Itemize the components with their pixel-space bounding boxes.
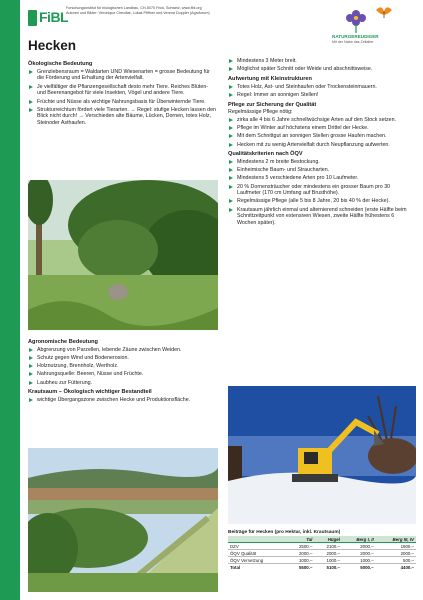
excavator-snow-photo [228, 386, 416, 524]
list-item [228, 198, 414, 205]
bullet-arrow-icon [228, 67, 233, 72]
bullet-arrow-icon [228, 168, 233, 173]
care-list [228, 117, 414, 148]
bullet-arrow-icon [28, 70, 33, 75]
page-title: Hecken [28, 38, 77, 53]
organization-line-2: Autoren und Bilder: Véronique Chevillat, Lukas Pfiffner und Verena Doppler (Agroforum) [66, 11, 210, 15]
krautsaum-list [28, 397, 216, 404]
list-item-text: Holznutzung, Brennholz, Wertholz. [37, 363, 119, 370]
table-cell: 500.– [376, 557, 416, 564]
contributions-table-grid [228, 536, 416, 570]
section-heading-agronomic: Agronomische Bedeutung [28, 339, 98, 345]
section-heading-structures: Aufwertung mit Kleinstrukturen [228, 75, 312, 82]
table-row [228, 550, 416, 557]
list-item [228, 84, 414, 91]
bullet-arrow-icon [228, 185, 233, 190]
list-item-text: Abgrenzung von Parzellen, lebende Zäune zwischen Weiden. [37, 346, 182, 353]
list-item-text: Hecken mit zu wenig Artenvielfalt durch Neupflanzung aufwerten. [237, 141, 390, 148]
left-column [28, 58, 216, 128]
right-column [228, 58, 414, 228]
table-cell: ÖQV Vernetzung [228, 557, 287, 564]
list-item [28, 107, 216, 127]
table-cell: 2100.– [314, 543, 342, 550]
list-item [28, 397, 216, 404]
list-item [228, 117, 414, 124]
list-item [28, 363, 216, 370]
structures-list [228, 84, 414, 99]
bullet-arrow-icon [28, 398, 33, 403]
list-item-text: Strukturreichtum fördert viele Tierarten. → Regel: stufige Hecken lassen den Blick nicht durch! → Verschieden alte Bäume, Lücken, Dornen, totes Holz, Steinoder Asthaufen. [37, 106, 216, 127]
table-cell: 1000.– [287, 557, 315, 564]
list-item [228, 58, 414, 65]
list-item [228, 66, 414, 73]
table-title: Beiträge für Hecken (pro Hektar, inkl. Krautsaum) [228, 530, 341, 535]
table-cell: 1900.– [376, 543, 416, 550]
list-item [228, 125, 414, 132]
bullet-arrow-icon [228, 143, 233, 148]
list-item [28, 69, 216, 82]
list-item [28, 84, 216, 97]
table-cell: 4400.– [400, 564, 414, 570]
list-item [28, 99, 216, 106]
list-item [228, 207, 414, 227]
list-item-text: Totes Holz, Ast- und Steinhaufen oder Trockensteinmauern. [237, 83, 377, 90]
list-item [228, 184, 414, 197]
hedge-photo [28, 180, 218, 330]
section-heading-quality: Qualitätskriterien nach ÖQV [228, 151, 303, 158]
table-cell: 2000.– [314, 550, 342, 557]
list-item-text: Krautsaum jährlich einmal und alternierend schneiden (erste Hälfte beim Schnittzeitpunkt von extensiven Wiesen, zweite Hälfte frühestens 6 Wochen später). [237, 206, 407, 227]
table-cell: 5100.– [326, 564, 340, 570]
table-header-cell [228, 536, 287, 543]
bullet-arrow-icon [28, 108, 33, 113]
section-heading-care: Pflege zur Sicherung der Qualität [228, 101, 317, 108]
table-cell: 2000.– [287, 550, 315, 557]
bullet-arrow-icon [228, 208, 233, 213]
list-item-text: Schutz gegen Wind und Bodenerosion. [37, 354, 129, 361]
bullet-arrow-icon [228, 93, 233, 98]
table-cell: 1000.– [342, 557, 376, 564]
table-total-row [228, 564, 416, 571]
table-cell: 1000.– [314, 557, 342, 564]
section-heading-ecological: Ökologische Bedeutung [28, 61, 93, 67]
bullet-arrow-icon [228, 59, 233, 64]
table-cell: Total [230, 564, 241, 570]
list-item-text: Mindestens 2 m breite Bestockung. [237, 158, 320, 165]
list-item [228, 92, 414, 99]
list-item [28, 371, 216, 378]
table-header-cell: Berg I, II [342, 536, 376, 543]
list-item-text: wichtige Übergangszone zwischen Hecke und Produktionsfläche. [37, 396, 191, 403]
naturgereudiger-subtitle: Mit der Natur das Zeitalter [332, 40, 374, 44]
list-item-text: Regelmässige Pflege (alle 5 bis 8 Jahre, 20 bis 40 % der Hecke). [237, 198, 390, 205]
list-item-text: zirka alle 4 bis 6 Jahre schnellwüchsige Arten auf den Stock setzen. [237, 116, 396, 123]
bullet-arrow-icon [228, 134, 233, 139]
table-cell: 2000.– [342, 550, 376, 557]
naturgereudiger-title: NATURGEREUDIGER [332, 34, 379, 39]
table-cell: 2000.– [376, 550, 416, 557]
fibl-logo [28, 8, 69, 28]
table-row [228, 557, 416, 564]
bullet-arrow-icon [228, 85, 233, 90]
list-item [228, 167, 414, 174]
agronomic-list [28, 347, 216, 387]
bullet-arrow-icon [228, 160, 233, 165]
list-item-text: Mindestens 3 Meter breit. [237, 58, 297, 64]
table-cell: 5000.– [360, 564, 374, 570]
list-item-text: Möglichst später Schnitt oder Weide und abschnittsweise. [237, 66, 373, 73]
list-item-text: Grenzlebensraum = Waldarten UND Wiesenarten = grosse Bedeutung für die Förderung und Erhaltung der Artenvielfalt. [37, 68, 210, 82]
fibl-logo-text: FiBL [39, 9, 69, 25]
table-header-cell: Berg III, IV [376, 536, 416, 543]
care-intro: Regelmässige Pflege nötig: [228, 109, 293, 116]
table-cell: DZV [228, 543, 287, 550]
table-cell: 2500.– [287, 543, 315, 550]
table-row [228, 543, 416, 550]
bullet-arrow-icon [228, 126, 233, 131]
bullet-arrow-icon [228, 199, 233, 204]
list-item-text: Mit dem Schnittgut an sonnigen Stellen grosse Haufen machen. [237, 133, 387, 140]
left-color-bar [0, 0, 20, 600]
field-margin-photo [28, 448, 218, 592]
quality-list [228, 159, 414, 227]
bullet-arrow-icon [228, 176, 233, 181]
list-item [228, 133, 414, 140]
list-item [28, 355, 216, 362]
left-column-lower [28, 336, 216, 405]
table-cell: 2000.– [342, 543, 376, 550]
list-item [28, 347, 216, 354]
section-heading-krautsaum: Krautsaum – Ökologisch wichtiger Bestandteil [28, 389, 152, 396]
list-item [228, 159, 414, 166]
list-item-text: Nahrungsquelle: Beeren, Nüsse und Früchte. [37, 371, 144, 378]
bullet-arrow-icon [28, 381, 33, 386]
table-header-cell: Hügel [314, 536, 342, 543]
bullet-arrow-icon [228, 118, 233, 123]
naturgereudiger-logo [328, 4, 403, 50]
ecological-list [28, 69, 216, 127]
organization-line-1: Forschungsinstitut für biologischen Landbau, CH-5070 Frick, Schweiz, www.fibl.org [66, 6, 202, 10]
bullet-arrow-icon [28, 356, 33, 361]
table-header-cell: Tal [287, 536, 315, 543]
bullet-arrow-icon [28, 100, 33, 105]
contributions-table [228, 530, 416, 570]
list-item-text: 20 % Dornensträucher oder mindestens ein grosser Baum pro 30 Laufmeter (170 cm Umfang auf Brusthöhe). [237, 183, 391, 197]
fibl-logo-mark [28, 10, 37, 26]
list-item-text: Regel: Immer an sonnigen Stellen! [237, 91, 319, 98]
list-item-text: Früchte und Nüsse als wichtige Nahrungsbasis für Überwinternde Tiere. [37, 98, 206, 105]
table-header-row [228, 536, 416, 543]
list-item [28, 380, 216, 387]
bullet-arrow-icon [28, 348, 33, 353]
list-item-text: Laubheu zur Fütterung. [37, 379, 93, 386]
list-item-text: Pflege im Winter auf höchstens einem Drittel der Hecke. [237, 125, 369, 132]
bullet-arrow-icon [28, 85, 33, 90]
list-item-text: Einheimische Baum- und Straucharten. [237, 167, 330, 174]
list-item [228, 142, 414, 149]
table-cell: 5500.– [298, 564, 313, 570]
bullet-arrow-icon [28, 372, 33, 377]
organization-info [66, 6, 286, 16]
flower-butterfly-icon [328, 4, 403, 34]
bullet-arrow-icon [28, 364, 33, 369]
list-item-text: Mindestens 5 verschiedene Arten pro 10 Laufmeter. [237, 175, 359, 182]
list-item [228, 175, 414, 182]
krautsaum-continued-list [228, 58, 414, 73]
table-cell: ÖQV Qualität [228, 550, 287, 557]
list-item-text: Je vielfältiger die Pflanzengesellschaft desto mehr Tiere. Reiches Blüten- und Beerenangebot für viele Insekten, Vögel und andere Tiere. [37, 83, 209, 97]
